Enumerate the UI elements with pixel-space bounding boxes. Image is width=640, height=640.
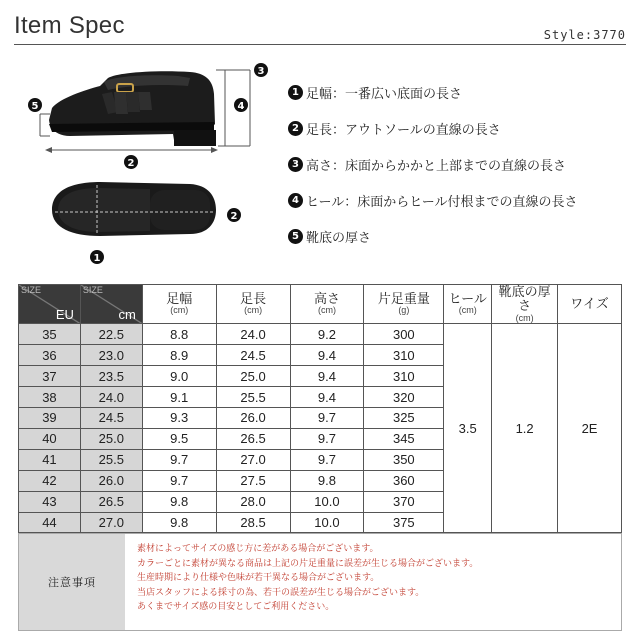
legend-number-4: 4	[288, 193, 303, 208]
legend-number-2: 2	[288, 121, 303, 136]
sole-view-shoe	[52, 182, 216, 236]
shoe-diagram	[0, 50, 280, 270]
measurement-legend	[288, 74, 628, 254]
wise-value: 2E	[558, 324, 622, 533]
header-foot-length: 足長 (cm)	[216, 285, 290, 324]
legend-text: 足幅：一番広い底面の長さ	[306, 86, 463, 102]
header-sole: 靴底の厚さ (cm)	[492, 285, 558, 324]
header-divider	[14, 44, 626, 45]
notes-box	[18, 533, 622, 631]
cm-size-header: SIZE cm	[80, 285, 142, 324]
note-line: カラーごとに素材が異なる商品は上記の片足重量に誤差が生じる場合がございます。	[137, 558, 479, 569]
legend-text: ヒール：床面からヒール付根までの直線の長さ	[306, 194, 578, 210]
table-row: 38 24.0 9.1 25.5 9.4 320	[19, 387, 622, 408]
header-wise: ワイズ	[558, 285, 622, 324]
notes-label: 注意事項	[19, 534, 125, 630]
table-body	[19, 324, 622, 533]
note-line: 生産時期により仕様や色味が若干異なる場合がございます。	[137, 573, 380, 584]
legend-item-height	[288, 146, 628, 182]
legend-text: 足長：アウトソールの直線の長さ	[306, 122, 501, 138]
legend-item-width	[288, 74, 628, 110]
marker-2-sole: 2	[230, 211, 238, 222]
table-row: 43 26.5 9.8 28.0 10.0 370	[19, 491, 622, 512]
table-row: 35 22.5 8.8 24.0 9.2 300 3.5 1.2 2E	[19, 324, 622, 345]
table-row: 40 25.0 9.5 26.5 9.7 345	[19, 428, 622, 449]
size-spec-table	[18, 284, 622, 533]
header-foot-width: 足幅 (cm)	[142, 285, 216, 324]
sole-value: 1.2	[492, 324, 558, 533]
header-weight: 片足重量 (g)	[364, 285, 444, 324]
table-row: 36 23.0 8.9 24.5 9.4 310	[19, 345, 622, 366]
legend-item-heel	[288, 182, 628, 218]
legend-number-5: 5	[288, 229, 303, 244]
header-heel: ヒール (cm)	[444, 285, 492, 324]
page-title: Item Spec	[14, 12, 125, 39]
legend-number-3: 3	[288, 157, 303, 172]
notes-body	[125, 534, 621, 630]
legend-text: 高さ：床面からかかと上部までの直線の長さ	[306, 158, 567, 174]
side-view-shoe	[49, 71, 216, 146]
style-code: Style:3770	[543, 28, 626, 42]
legend-item-sole	[288, 218, 628, 254]
table-row: 39 24.5 9.3 26.0 9.7 325	[19, 408, 622, 429]
note-line: 素材によってサイズの感じ方に差がある場合がございます。	[137, 544, 379, 554]
header-height: 高さ (cm)	[290, 285, 364, 324]
note-line: 当店スタッフによる採寸の為、若干の誤差が生じる場合がございます。	[137, 587, 425, 598]
marker-2-side: 2	[127, 158, 135, 169]
note-line: あくまでサイズ感の目安としてご利用ください。	[137, 602, 335, 613]
table-row: 42 26.0 9.7 27.5 9.8 360	[19, 470, 622, 491]
eu-size-header: SIZE EU	[19, 285, 81, 324]
heel-value: 3.5	[444, 324, 492, 533]
marker-3: 3	[257, 66, 265, 77]
table-row: 41 25.5 9.7 27.0 9.7 350	[19, 449, 622, 470]
legend-item-length	[288, 110, 628, 146]
legend-text: 靴底の厚さ	[306, 230, 372, 246]
legend-number-1: 1	[288, 85, 303, 100]
marker-1: 1	[93, 253, 101, 264]
table-row: 44 27.0 9.8 28.5 10.0 375	[19, 512, 622, 533]
table-row: 37 23.5 9.0 25.0 9.4 310	[19, 366, 622, 387]
marker-4: 4	[237, 101, 245, 112]
shoe-illustration	[0, 50, 280, 270]
table-header-row	[19, 285, 622, 324]
marker-5: 5	[31, 101, 39, 112]
